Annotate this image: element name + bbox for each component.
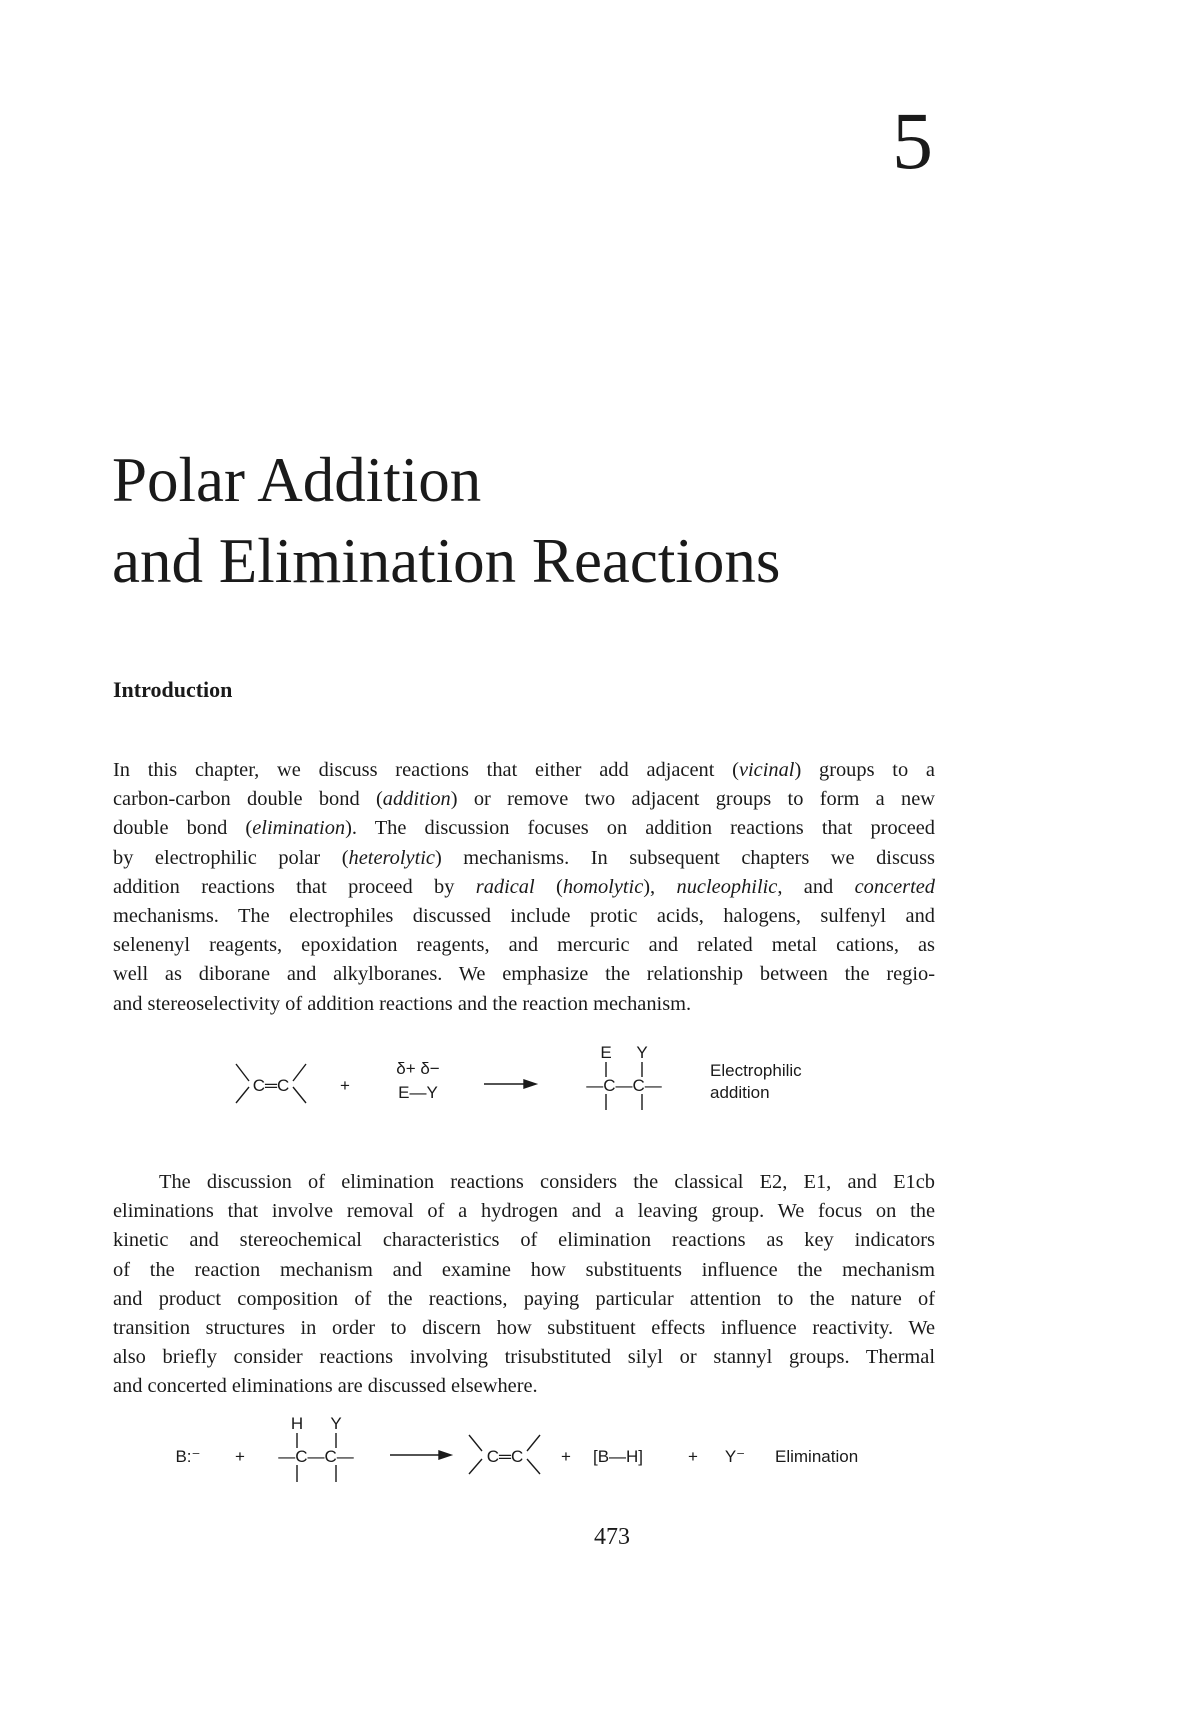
scheme-label: Elimination [775,1447,859,1466]
paragraph-line: of the reaction mechanism and examine how substituents influence the mechanism [113,1258,935,1281]
paragraph-line: selenenyl reagents, epoxidation reagents, and mercuric and related metal cations, as [113,934,935,957]
elimination-paragraph [113,1168,935,1402]
base-text: B:⁻ [175,1447,201,1466]
reagent-text: E—Y [398,1083,438,1102]
paragraph-line: and product composition of the reactions, paying particular attention to the nature of [113,1287,935,1310]
elimination-reaction-scheme [0,1410,1200,1510]
paragraph-line: In this chapter, we discuss reactions that either add adjacent (vicinal) groups to a [113,759,935,781]
electrophile-label: E [600,1043,612,1062]
plus-sign: + [688,1447,698,1466]
addition-reaction-scheme [0,1040,1200,1150]
paragraph-line: mechanisms. The electrophiles discussed include protic acids, halogens, sulfenyl and [113,905,935,928]
plus-sign: + [561,1447,571,1466]
paragraph-line: also briefly consider reactions involving trisubstituted silyl or stannyl groups. Thermal [113,1346,935,1369]
substrate-text: —C—C— [278,1447,354,1466]
chapter-title-line2: and Elimination Reactions [112,526,781,596]
scheme-label-line1: Electrophilic [710,1061,802,1080]
paragraph-line: carbon-carbon double bond (addition) or remove two adjacent groups to form a new [113,788,935,811]
alkene-product-text: C═C [486,1447,524,1466]
leaving-group-label: Y [330,1414,342,1433]
product-text: —C—C— [586,1076,662,1095]
intro-paragraph [113,756,935,1019]
chapter-title-line1: Polar Addition [112,445,482,515]
elimination-scheme-svg [0,1410,1200,1510]
byproduct-text: [B—H] [592,1447,644,1466]
nucleophile-label: Y [636,1043,648,1062]
plus-sign: + [235,1447,245,1466]
alkene-text: C═C [252,1076,290,1095]
paragraph-line: and concerted eliminations are discussed elsewhere. [113,1375,538,1398]
paragraph-line: well as diborane and alkylboranes. We emphasize the relationship between the regio- [113,963,935,986]
paragraph-line: and stereoselectivity of addition reactions and the reaction mechanism. [113,992,692,1015]
addition-scheme-svg [0,1040,1200,1150]
hydrogen-label: H [290,1414,304,1433]
paragraph-line: The discussion of elimination reactions considers the classical E2, E1, and E1cb [159,1171,935,1193]
leaving-group-anion: Y⁻ [724,1447,746,1466]
paragraph-line: kinetic and stereochemical characteristics of elimination reactions as key indicators [113,1229,935,1252]
scheme-label-line2: addition [710,1083,770,1102]
chapter-title [112,440,780,602]
paragraph-line: eliminations that involve removal of a hydrogen and a leaving group. We focus on the [113,1200,935,1223]
page-number: 473 [594,1524,630,1550]
paragraph-line: by electrophilic polar (heterolytic) mechanisms. In subsequent chapters we discuss [113,846,935,869]
paragraph-line: transition structures in order to discern how substituent effects influence reactivity. We [113,1317,935,1340]
plus-sign: + [340,1076,350,1095]
paragraph-line: addition reactions that proceed by radical (homolytic), nucleophilic, and concerted [113,875,935,898]
chapter-number: 5 [892,95,933,186]
paragraph-line: double bond (elimination). The discussion focuses on addition reactions that proceed [113,817,936,840]
section-heading: Introduction [113,677,233,702]
partial-charges: δ+ δ− [396,1059,440,1078]
